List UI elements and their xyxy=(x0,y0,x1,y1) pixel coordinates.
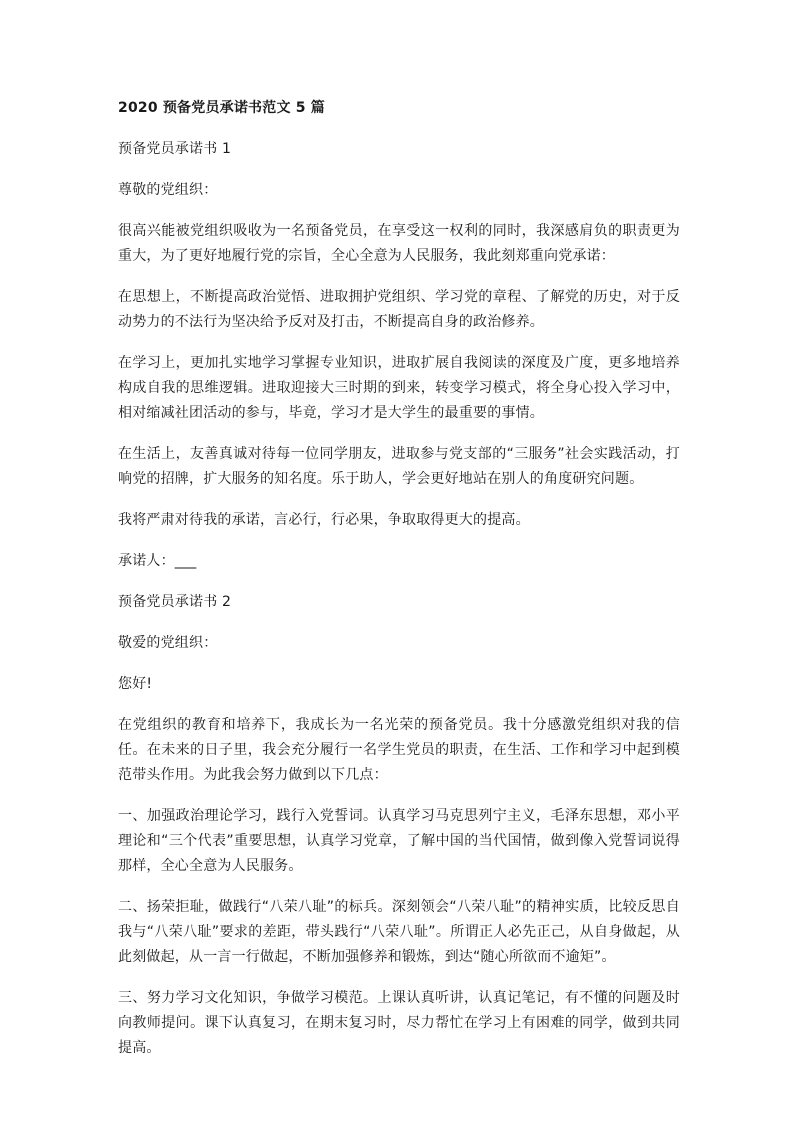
body-paragraph: 很高兴能被党组织吸收为一名预备党员，在享受这一权利的同时，我深感肩负的职责更为重大，为了更好地履行党的宗旨，全心全意为人民服务，我此刻郑重向党承诺： xyxy=(118,223,680,264)
body-paragraph: 一、加强政治理论学习，践行入党誓词。认真学习马克思列宁主义，毛泽东思想，邓小平理论和“三个代表”重要思想，认真学习党章，了解中国的当代国情，做到像入党誓词说得那样，全心全意为人民服务。 xyxy=(118,808,680,874)
body-paragraph: 二、扬荣拒耻，做践行“八荣八耻”的标兵。深刻领会“八荣八耻”的精神实质，比较反思自我与“八荣八耻”要求的差距，带头践行“八荣八耻”。所谓正人必先正己，从自身做起，从此刻做起，从一言一行做起，不断加强修养和锻炼，到达“随心所欲而不逾矩”。 xyxy=(118,899,680,965)
signature-line: 承诺人：___ xyxy=(118,553,197,569)
salutation: 敬爱的党组织： xyxy=(118,635,218,651)
document-title: 2020 预备党员承诺书范文 5 篇 xyxy=(118,100,325,116)
body-paragraph: 三、努力学习文化知识，争做学习模范。上课认真听讲，认真记笔记，有不懂的问题及时向教师提问。课下认真复习，在期末复习时，尽力帮忙在学习上有困难的同学，做到共同提高。 xyxy=(118,990,680,1056)
section-heading-1: 预备党员承诺书 1 xyxy=(118,141,232,157)
salutation: 尊敬的党组织： xyxy=(118,182,218,198)
greeting: 您好! xyxy=(118,676,153,692)
body-paragraph: 在党组织的教育和培养下，我成长为一名光荣的预备党员。我十分感激党组织对我的信任。在未来的日子里，我会充分履行一名学生党员的职责，在生活、工作和学习中起到模范带头作用。为此我会努力做到以下几点： xyxy=(118,717,680,783)
body-paragraph: 在生活上，友善真诚对待每一位同学朋友，进取参与党支部的“三服务”社会实践活动，打响党的招牌，扩大服务的知名度。乐于助人，学会更好地站在别人的角度研究问题。 xyxy=(118,446,680,487)
document-page xyxy=(118,96,680,1077)
section-heading-2: 预备党员承诺书 2 xyxy=(118,594,232,610)
body-paragraph: 在思想上，不断提高政治觉悟、进取拥护党组织、学习党的章程、了解党的历史，对于反动势力的不法行为坚决给予反对及打击，不断提高自身的政治修养。 xyxy=(118,289,680,330)
body-paragraph: 在学习上，更加扎实地学习掌握专业知识，进取扩展自我阅读的深度及广度，更多地培养构成自我的思维逻辑。进取迎接大三时期的到来，转变学习模式，将全身心投入学习中，相对缩减社团活动的参与，毕竟，学习才是大学生的最重要的事情。 xyxy=(118,355,680,421)
body-paragraph: 我将严肃对待我的承诺，言必行，行必果，争取取得更大的提高。 xyxy=(118,512,530,528)
